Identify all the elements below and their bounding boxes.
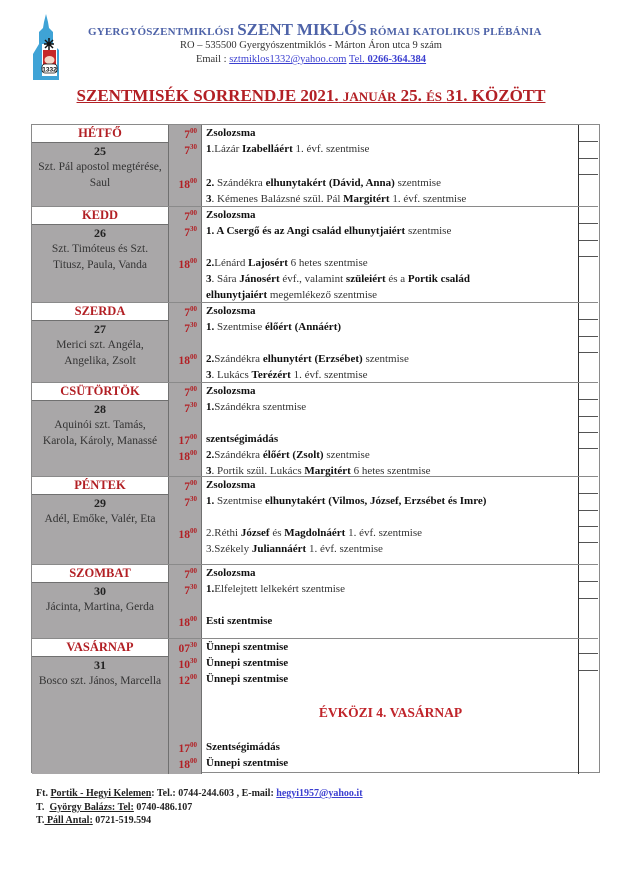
mass-time: $18^{00}$ (178, 449, 197, 463)
blank-column (579, 639, 598, 774)
mass-intention: Ünnepi szentmise (206, 641, 289, 653)
day-info-cell (32, 303, 169, 382)
blank-column (579, 207, 598, 302)
mass-intention: Zsolozsma (206, 305, 256, 317)
mass-time: $18^{00}$ (178, 353, 197, 367)
blank-cell (579, 383, 598, 400)
day-row (32, 639, 598, 774)
time-cell (169, 565, 202, 638)
mass-time: $7^{30}$ (184, 495, 197, 509)
blank-cell (579, 417, 598, 433)
day-row (32, 565, 598, 639)
day-info-cell (32, 565, 169, 638)
blank-cell (579, 433, 598, 449)
blank-column (579, 383, 598, 476)
day-row (32, 125, 598, 207)
parish-email-link[interactable]: sztmiklos1332@yahoo.com (229, 54, 347, 65)
day-info-cell (32, 125, 169, 206)
mass-time: $7^{30}$ (184, 583, 197, 597)
mass-time: $18^{00}$ (178, 615, 197, 629)
mass-time: $7^{30}$ (184, 225, 197, 239)
mass-description-cell (202, 303, 579, 382)
mass-intention: 2.Szándékra élőért (Zsolt) szentmise (206, 449, 370, 461)
mass-intention: Zsolozsma (206, 209, 256, 221)
day-date: 29 (94, 496, 106, 510)
mass-intention: Ünnepi szentmise (206, 673, 289, 685)
parish-prefix: GYERGYÓSZENTMIKLÓSI (88, 26, 235, 38)
day-date: 30 (94, 584, 106, 598)
mass-time: $7^{30}$ (184, 321, 197, 335)
parish-contact (0, 54, 622, 65)
blank-cell (579, 654, 598, 671)
parish-suffix: RÓMAI KATOLIKUS PLÉBÁNIA (369, 26, 542, 38)
day-name: HÉTFŐ (32, 125, 168, 143)
day-row (32, 207, 598, 303)
email-label: Email : (195, 54, 227, 65)
day-date: 31 (94, 658, 106, 672)
mass-time: $7^{00}$ (184, 209, 197, 223)
mass-time: $10^{30}$ (178, 657, 197, 671)
mass-intention: 1.Elfelejtett lelkekért szentmise (206, 583, 345, 595)
day-info-cell (32, 477, 169, 564)
day-date: 25 (94, 144, 106, 158)
blank-cell (579, 207, 598, 224)
time-cell (169, 639, 202, 774)
mass-intention: Zsolozsma (206, 479, 256, 491)
mass-time: $17^{00}$ (178, 741, 197, 755)
blank-column (579, 565, 598, 638)
priest-name: Portik - Hegyi Kelemen (50, 788, 152, 799)
blank-cell (579, 125, 598, 142)
mass-description-cell (202, 125, 579, 206)
mass-time: $7^{00}$ (184, 127, 197, 141)
day-row (32, 303, 598, 383)
saints-names: Szt. Pál apostol megtérése, Saul (38, 161, 162, 189)
blank-cell (579, 142, 598, 159)
mass-intention: Szentségimádás (206, 741, 280, 753)
mass-description-cell (202, 207, 579, 302)
mass-intention: 3.Székely Juliannáért 1. évf. szentmise (206, 543, 383, 555)
mass-intention: 1. Szentmise elhunytakért (Vilmos, József, Erzsébet és Imre) (206, 495, 487, 507)
mass-intention: 2.Réthi József és Magdolnáért 1. évf. szentmise (206, 527, 423, 539)
blank-cell (579, 241, 598, 257)
saints-names: Merici szt. Angéla, Angelika, Zsolt (56, 339, 144, 367)
mass-intention: 3. Kémenes Balázsné szül. Pál Margitért 1. évf. szentmise (206, 193, 467, 205)
mass-time: $7^{00}$ (184, 567, 197, 581)
blank-cell (579, 565, 598, 582)
footer-contacts (36, 787, 363, 828)
mass-description-cell (202, 477, 579, 564)
mass-intention: 2.Lénárd Lajosért 6 hetes szentmise (206, 257, 368, 269)
day-info-cell (32, 639, 169, 774)
svg-text:1332: 1332 (42, 66, 57, 74)
saints-names: Aquinói szt. Tamás, Karola, Károly, Manassé (42, 419, 158, 447)
saints-names: Szt. Timóteus és Szt. Titusz, Paula, Vanda (51, 243, 149, 271)
time-cell (169, 207, 202, 302)
mass-intention: 1.Lázár Izabelláért 1. évf. szentmise (206, 143, 370, 155)
time-cell (169, 477, 202, 564)
footer-contact-gyorgy: T. György Balázs: Tel: 0740-486.107 (36, 801, 193, 813)
blank-cell (579, 224, 598, 241)
blank-cell (579, 303, 598, 320)
mass-intention: Zsolozsma (206, 127, 256, 139)
parish-saint-name: SZENT MIKLÓS (237, 20, 367, 39)
blank-column (579, 125, 598, 206)
blank-cell (579, 477, 598, 494)
mass-intention: 1. A Csergő és az Angi család elhunytjaiért szentmise (206, 225, 452, 237)
parish-address: RO – 535500 Gyergyószentmiklós - Márton Áron utca 9 szám (180, 40, 442, 51)
day-name: VASÁRNAP (32, 639, 168, 657)
day-date: 26 (94, 226, 106, 240)
blank-cell (579, 582, 598, 599)
mass-time: $18^{00}$ (178, 527, 197, 541)
blank-cell (579, 527, 598, 543)
priest-tel: 0744-244.603 (178, 788, 235, 799)
mass-time: $7^{00}$ (184, 385, 197, 399)
mass-intention: Esti szentmise (206, 615, 273, 627)
blank-cell (579, 511, 598, 527)
mass-intention: Zsolozsma (206, 567, 256, 579)
priest-email-link[interactable]: hegyi1957@yahoo.it (276, 788, 363, 799)
mass-description-cell (202, 639, 579, 774)
mass-intention: 2.Szándékra elhunytért (Erzsébet) szentmise (206, 353, 409, 365)
mass-description-cell (202, 565, 579, 638)
day-date: 27 (94, 322, 106, 336)
blank-cell (579, 337, 598, 353)
mass-intention: Zsolozsma (206, 385, 256, 397)
saints-names: Bosco szt. János, Marcella (38, 675, 162, 687)
mass-time: $12^{00}$ (178, 673, 197, 687)
parish-name (88, 20, 608, 40)
mass-intention: szentségimádás (206, 433, 279, 445)
mass-description-cell (202, 383, 579, 476)
mass-intention: elhunytjaiért megemlékező szentmise (206, 289, 378, 301)
time-cell (169, 125, 202, 206)
mass-time: $18^{00}$ (178, 757, 197, 771)
day-name: SZOMBAT (32, 565, 168, 583)
saints-names: Adél, Emőke, Valér, Eta (44, 513, 156, 525)
blank-cell (579, 159, 598, 175)
mass-time: $7^{00}$ (184, 479, 197, 493)
footer-contact-pall: T. Páll Antal: 0721-519.594 (36, 815, 152, 826)
time-cell (169, 383, 202, 476)
mass-time: $7^{30}$ (184, 401, 197, 415)
day-info-cell (32, 383, 169, 476)
blank-cell (579, 639, 598, 654)
day-name: CSÜTÖRTÖK (32, 383, 168, 401)
blank-cell (579, 494, 598, 511)
mass-time: $7^{00}$ (184, 305, 197, 319)
mass-intention: Ünnepi szentmise (206, 757, 289, 769)
mass-time: $7^{30}$ (184, 143, 197, 157)
day-info-cell (32, 207, 169, 302)
mass-time: $18^{00}$ (178, 257, 197, 271)
time-cell (169, 303, 202, 382)
mass-time: $18^{00}$ (178, 177, 197, 191)
mass-intention: 3. Sára Jánosért évf., valamint szüleiért és a Portik család (206, 273, 470, 285)
page-title: SZENTMISÉK SORRENDJE 2021. JANUÁR 25. ÉS 31. KÖZÖTT (76, 86, 546, 105)
parish-tel-link[interactable]: Tel. 0266-364.384 (348, 54, 427, 65)
mass-intention: 2. Szándékra elhunytakért (Dávid, Anna) szentmise (206, 177, 441, 189)
day-name: KEDD (32, 207, 168, 225)
blank-cell (579, 320, 598, 337)
mass-intention: 3. Portik szül. Lukács Margitért 6 hetes szentmise (206, 465, 431, 477)
mass-schedule-table (31, 124, 600, 773)
liturgical-feast-title: ÉVKÖZI 4. VASÁRNAP (318, 705, 463, 720)
saints-names: Jácinta, Martina, Gerda (46, 601, 154, 613)
footer-contact-priest: Ft. Portik - Hegyi Kelemen: Tel.: 0744-244.603 , E-mail: hegyi1957@yahoo.it (36, 788, 363, 799)
mass-intention: Ünnepi szentmise (206, 657, 289, 669)
mass-time: $17^{00}$ (178, 433, 197, 447)
day-name: PÉNTEK (32, 477, 168, 495)
blank-cell (579, 400, 598, 417)
mass-intention: 1. Szentmise élőért (Annáért) (206, 321, 342, 333)
mass-intention: 1.Szándékra szentmise (206, 401, 307, 413)
blank-column (579, 477, 598, 564)
blank-column (579, 303, 598, 382)
mass-time: $07^{30}$ (178, 641, 197, 655)
day-row (32, 477, 598, 565)
day-name: SZERDA (32, 303, 168, 321)
mass-intention: 3. Lukács Terézért 1. évf. szentmise (206, 369, 368, 381)
day-row (32, 383, 598, 477)
day-date: 28 (94, 402, 106, 416)
